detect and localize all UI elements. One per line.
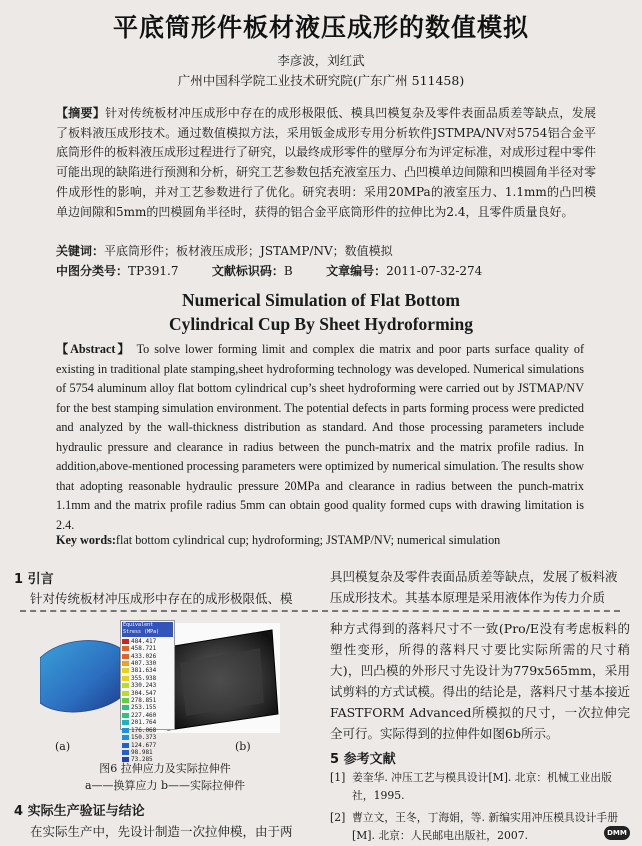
classification-line [56,262,616,279]
doc-label: 文献标识码： [211,264,284,278]
legend-value: 98.981 [131,748,153,756]
legend-value: 484.417 [131,637,157,645]
intro-right-line2: 压成形技术。其基本原理是采用液体作为传力介质 [330,590,606,605]
english-keywords-label: Key words: [56,533,116,547]
legend-swatch [122,698,129,703]
legend-row [122,682,173,689]
legend-swatch [122,750,129,755]
legend-row [122,638,173,645]
legend-swatch [122,676,129,681]
stress-part-shape [40,641,120,712]
legend-swatch [122,713,129,718]
legend-swatch [122,705,129,710]
english-keywords-text: flat bottom cylindrical cup; hydroforming; JSTAMP/NV; numerical simulation [115,533,501,547]
english-title-line2: Cylindrical Cup By Sheet Hydroforming [168,314,473,334]
legend-swatch [122,720,129,725]
chinese-abstract [56,104,596,222]
references-heading: 5 参考文献 [330,752,396,767]
page-title: 平底筒形件板材液压成形的数值模拟 [112,13,529,42]
legend-value: 458.721 [131,645,157,653]
class-value: TP391.7 [128,264,179,278]
stress-legend [120,620,175,764]
legend-row [122,742,173,749]
legend-row [122,667,173,674]
article-label: 文章编号： [326,264,387,278]
references-list [330,769,630,845]
legend-value: 433.026 [131,652,157,660]
reference-num: [2] [330,811,346,824]
legend-swatch [122,743,129,748]
legend-swatch [122,691,129,696]
doc-value: B [283,264,293,278]
authors: 李彦波，刘红武 [277,53,365,68]
legend-swatch [122,639,129,644]
legend-swatch [122,683,129,688]
keywords-text: 平底筒形件；板材液压成形；JSTAMP/NV；数值模拟 [104,244,393,258]
affiliation: 广州中国科学院工业技术研究院(广东广州 511458) [177,73,465,88]
intro-line: 针对传统板材冲压成形中存在的成形极限低、模 [30,591,293,606]
legend-value: 201.764 [131,719,157,727]
legend-row [122,712,173,719]
legend-row [122,690,173,697]
legend-value: 407.330 [131,660,157,668]
legend-value: 124.677 [131,741,157,749]
legend-row [122,660,173,667]
label-a: (a) [55,740,71,753]
legend-value: 304.547 [131,689,157,697]
legend-value: 355.938 [131,674,157,682]
legend-title: Equivalent Stress (MPa) [122,622,173,637]
english-keywords [56,533,596,548]
legend-value: 253.155 [131,704,157,712]
legend-row [122,727,173,734]
legend-swatch [122,735,129,740]
conclusion-line: 在实际生产中，先设计制造一次拉伸模，由于两 [30,824,293,839]
reference-item [330,809,630,845]
dmm-logo: DMM [604,826,630,840]
english-abstract-label: 【Abstract】 [56,342,132,356]
legend-swatch [122,646,129,651]
figure-caption: 图6 拉伸应力及实际拉伸件 [99,762,231,775]
figure-subcaption: a——换算应力 b——实际拉伸件 [84,779,246,792]
legend-rows [122,638,173,764]
right-column-paragraph: 种方式得到的落料尺寸不一致(Pro/E没有考虑板料的塑性变形，所得的落料尺寸要比实际所需的尺寸稍大)，凹凸模的外形尺寸先设计为779x565mm，采用试剪料的方式试模。得出的结论是，落料尺寸基本接近FASTFORM Advanced所模拟的尺寸，一次拉伸完全可行。实际得到的拉伸件如图6b所示。 [330,621,631,741]
legend-swatch [122,661,129,666]
section-divider [20,610,620,612]
legend-value: 176.068 [131,726,157,734]
conclusion-heading: 4 实际生产验证与结论 [14,804,145,819]
chinese-keywords [56,242,596,261]
legend-row [122,749,173,756]
legend-row [122,719,173,726]
abstract-text: 针对传统板材冲压成形中存在的成形极限低、模具凹模复杂及零件表面品质差等缺点，发展了板料液压成形技术。通过数值模拟方法，采用钣金成形专用分析软件JSTMPA/NV对5754铝合金平底筒形件的板料液压成形过程进行了研究，以最终成形零件的壁厚分布为评定标准，对成形过程中零件可能出现的缺陷进行预测和分析，研究工艺参数包括充液室压力、凸凹模单边间隙和凹模圆角半径对零件成形性的影响，并对工艺参数进行了优化。研究表明：采用20MPa的液室压力、1.1mm的凸凹模单边间隙和5mm的凹模圆角半径时，获得的铝合金平底筒形件的拉伸比为2.4，且零件质量良好。 [56,106,597,219]
intro-heading: 1 引言 [14,572,54,587]
legend-value: 227.460 [131,711,157,719]
reference-text: 姜奎华. 冲压工艺与模具设计[M]. 北京：机械工业出版社，1995. [352,771,612,802]
legend-row [122,704,173,711]
legend-row [122,697,173,704]
article-value: 2011-07-32-274 [386,264,483,278]
english-title-line1: Numerical Simulation of Flat Bottom [181,290,461,310]
english-title [0,288,642,336]
legend-swatch [122,668,129,673]
abstract-label: 【摘要】 [56,106,106,120]
legend-value: 381.634 [131,667,157,675]
english-abstract-text: To solve lower forming limit and complex die matrix and poor parts surface quality of existing in traditional plate stamping,sheet hydroforming technology was developed. Numerical simulations of 5754 aluminum alloy flat bottom cylindrical cup’s sheet hydroforming were carried out by JSTMAP/NV for the best stamping simulation environment. The potential defects in parts forming process were predicted and analyzed by the wall-thickness distribution as standard. And those processing parameters include hydraulic pressure and clearance in radius between the punch-matrix and the matrix profile radius. In addition,above-mentioned processing parameters were optimized by numerical simulation. The results show that adopting reasonable hydraulic pressure 20MPa and clearance in radius between the punch-matrix 1.1mm and the matrix profile radius 5mm can obtain good quality formed cups with drawing limitation is 2.4. [56,342,585,532]
legend-row [122,645,173,652]
reference-text: 曹立文，王冬，丁海娟，等. 新编实用冲压模具设计手册[M]. 北京：人民邮电出版社，2007. [352,811,618,842]
intro-right-line1: 具凹模复杂及零件表面品质差等缺点，发展了板料液 [330,569,618,584]
legend-row [122,675,173,682]
legend-value: 330.243 [131,682,157,690]
legend-swatch [122,654,129,659]
reference-num: [1] [330,771,346,784]
label-b: (b) [235,740,251,753]
legend-value: 73.285 [131,756,153,764]
legend-row [122,734,173,741]
legend-value: 150.373 [131,734,157,742]
legend-row [122,653,173,660]
legend-swatch [122,728,129,733]
class-label: 中图分类号： [56,264,129,278]
legend-value: 278.851 [131,697,157,705]
reference-item [330,769,630,805]
english-abstract [56,340,584,535]
keywords-label: 关键词： [56,244,105,258]
